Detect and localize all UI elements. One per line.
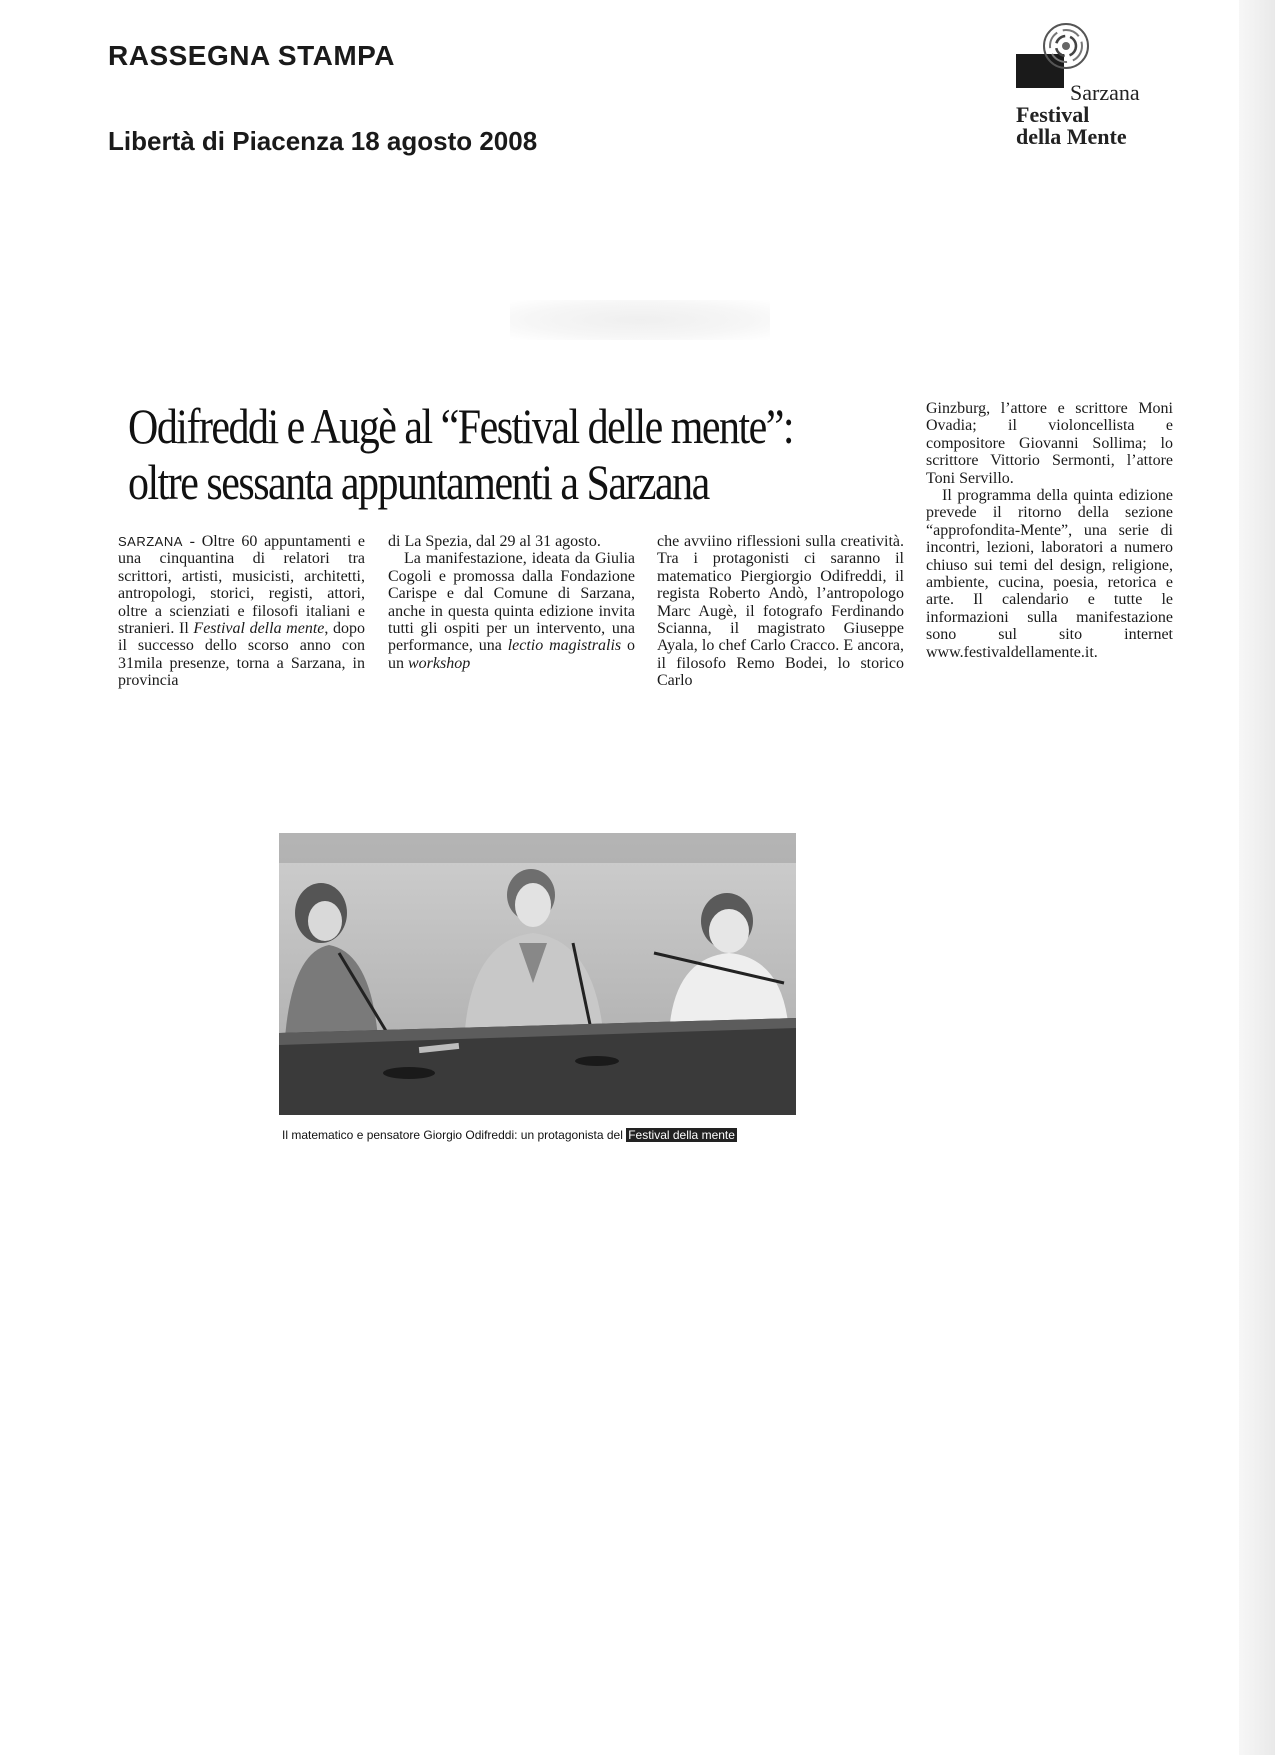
article-column-3 xyxy=(657,533,904,690)
headline-line-1: Odifreddi e Augè al “Festival delle mente”: xyxy=(128,398,794,454)
article-photo xyxy=(279,833,796,1115)
logo-text-festival: Festival xyxy=(1016,102,1090,127)
column-2-text: La manifestazione, ideata da Giulia Cogoli e promossa dalla Fondazione Carispe e dal Comune di Sarzana, anche in questa quinta edizione invita tutti gli ospiti per un intervento, una performance, una xyxy=(388,550,635,655)
panel-photo-illustration xyxy=(279,833,796,1115)
column-2-paragraph-2 xyxy=(388,550,635,672)
column-4-paragraph-2: Il programma della quinta edizione prevede il ritorno della sezione “approfondita-Mente”, una serie di incontri, lezioni, laboratori a numero chiuso sui temi del design, religione, ambiente, cucina, poesia, retorica e arte. Il calendario e tutte le informazioni sulla manifestazione sono sul sito internet www.festivaldellamente.it. xyxy=(926,487,1173,661)
article-headline xyxy=(128,398,794,510)
column-1-text-end: , dopo il successo dello scorso anno con 31mila presenze, torna a Sarzana, in provincia xyxy=(118,620,366,690)
caption-highlight: Festival della mente xyxy=(628,1128,735,1142)
column-1-italic: Festival della mente xyxy=(193,620,325,638)
press-review-title: RASSEGNA STAMPA xyxy=(108,40,395,71)
dateline-kicker: SARZANA xyxy=(118,534,183,549)
festival-logo xyxy=(1014,20,1154,150)
article-column-2 xyxy=(388,533,635,672)
column-4-paragraph-1: Ginzburg, l’attore e scrittore Moni Ovadia; il violoncellista e compositore Giovanni Sollima; lo scrittore Vittorio Sermonti, l’attore Toni Servillo. xyxy=(926,400,1173,487)
column-1-paragraph xyxy=(118,533,365,690)
column-1-text: - Oltre 60 appuntamenti e una cinquantina di relatori tra scrittori, artisti, musicisti, architetti, antropologi, storici, registi, attori, oltre a scienziati e filosofi italiani e stranieri. Il xyxy=(118,533,365,638)
scan-edge-shadow xyxy=(1239,0,1275,1755)
column-2-paragraph-1: di La Spezia, dal 29 al 31 agosto. xyxy=(388,533,601,550)
logo-text-della-mente: della Mente xyxy=(1016,124,1127,149)
scan-smudge xyxy=(510,300,770,340)
headline-line-2: oltre sessanta appuntamenti a Sarzana xyxy=(128,454,709,510)
column-3-paragraph: che avviino riflessioni sulla creatività. Tra i protagonisti ci saranno il matematico Piergiorgio Odifreddi, il regista Roberto Andò, l’antropologo Marc Augè, il fotografo Ferdinando Scianna, il magistrato Giuseppe Ayala, lo chef Carlo Cracco. E ancora, il filosofo Remo Bodei, lo storico Carlo xyxy=(657,533,904,690)
column-2-text-mid: o un xyxy=(388,637,635,672)
newspaper-source: Libertà di Piacenza 18 agosto 2008 xyxy=(108,126,538,156)
article-column-1 xyxy=(118,533,365,690)
caption-text: Il matematico e pensatore Giorgio Odifreddi: un protagonista del xyxy=(282,1128,627,1142)
article-column-4 xyxy=(926,400,1173,661)
column-2-italic-1: lectio magistralis xyxy=(507,637,622,655)
column-2-italic-2: workshop xyxy=(408,654,471,672)
photo-caption xyxy=(282,1128,737,1142)
logo-text-sarzana: Sarzana xyxy=(1070,80,1140,105)
